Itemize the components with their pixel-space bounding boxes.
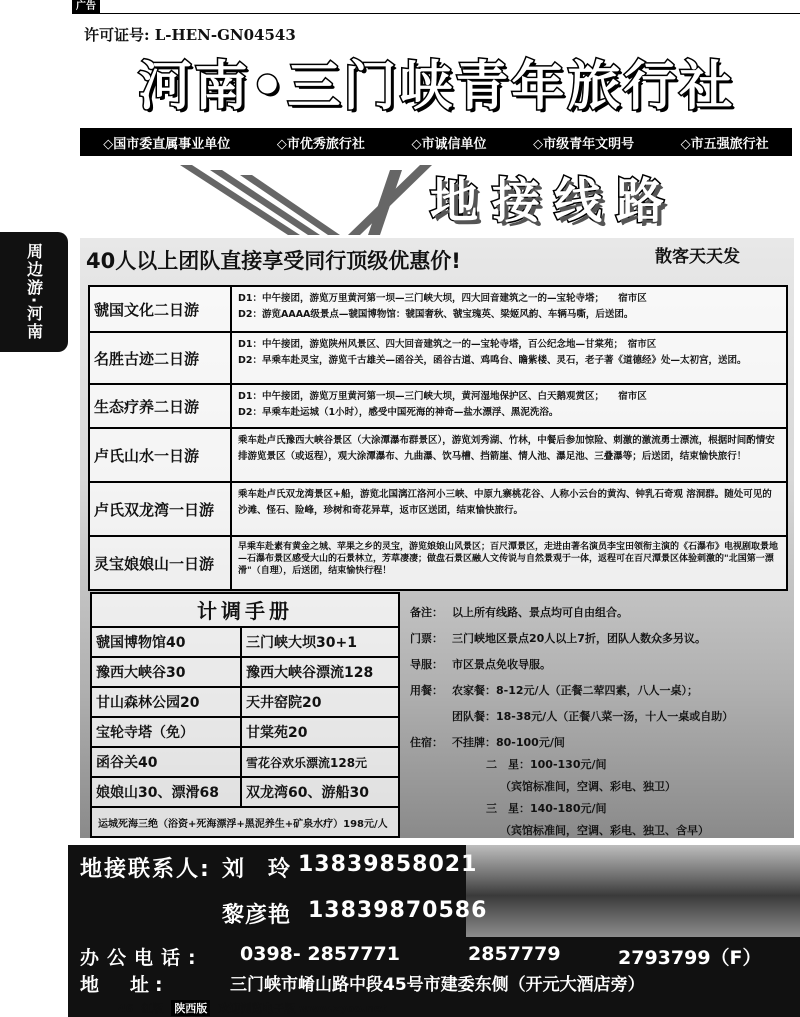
route-description [232,537,786,589]
price-item: 天井窑院20 [242,688,398,718]
route-line: D1：中午接团，游览万里黄河第一坝—三门峡大坝，四大回音建筑之一的—宝轮寺塔； 宿市区 [238,293,647,304]
page-footer [118,1000,387,1016]
route-row [90,287,786,333]
license-number: 许可证号: L-HEN-GN04543 [84,26,296,44]
address-text: 三门峡市崤山路中段45号市建委东侧（开元大酒店旁） [230,975,645,995]
price-item: 甘棠苑20 [242,718,398,748]
route-name: 卢氏双龙湾一日游 [90,483,232,535]
daily-departure: 散客天天发 [655,247,740,267]
note-row [410,628,790,650]
route-description [232,385,786,427]
note-text: 三 星：140-180元/间 [486,802,607,815]
routes-table [88,285,788,591]
address-label: 地 址: [80,974,169,996]
honor-item: ◇市五强旅行社 [680,136,769,152]
note-text: 市区景点免收导服。 [452,658,551,671]
price-item: 虢国博物馆40 [92,628,242,658]
route-row [90,429,786,483]
side-tab [0,232,68,352]
honor-item: ◇市优秀旅行社 [276,136,365,152]
decorative-stripes [180,165,440,235]
route-description [232,287,786,331]
banner-title: 地接线路 [430,173,679,229]
price-item: 豫西大峡谷漂流128 [242,658,398,688]
handbook-title: 计调手册 [92,594,398,628]
route-name: 卢氏山水一日游 [90,429,232,481]
price-item: 函谷关40 [92,748,242,778]
route-line: D2：游览AAAA级景点—虢国博物馆：虢国奢秋、虢宝瑰英、梁姬风韵、车辆马嘶，后送团。 [238,309,634,320]
price-item: 双龙湾60、游船30 [242,778,398,808]
route-row [90,537,786,589]
side-tab-label: 周边游·河南 [24,242,44,342]
route-line: 早乘车赴素有黄金之城、苹果之乡的灵宝，游览娘娘山风景区；百尺潭景区，走进由著名演员李宝田领衔主演的《石瀑布》电视剧取景地—石瀑布景区感受大山的石景林立，芳草凄凄；做盘石景区融人文传说与自然景观于一体，返程可在百尺潭景区体验刺激的"北国第一漂滑"（自理），后送团，结束愉快行程！ [238,542,779,576]
route-line: D1：中午接团，游览万里黄河第一坝—三门峡大坝，黄河湿地保护区、白天鹅观赏区； 宿市区 [238,391,647,402]
route-line: D2：早乘车赴运城（1小时），感受中国死海的神奇—盐水漂浮、黑泥洗浴。 [238,407,559,418]
ad-label: 广告 [72,0,100,14]
region-badge: 陕西版 [171,1000,210,1016]
route-name: 名胜古迹二日游 [90,333,232,383]
handbook-footer: 运城死海三绝（浴资+死海漂浮+黑泥养生+矿泉水疗）198元/人 [98,818,388,830]
office-phone[interactable]: 2857779 [468,943,561,965]
ad-bar [0,0,800,14]
price-item: 豫西大峡谷30 [92,658,242,688]
route-row [90,385,786,429]
note-label: 用餐： [410,684,443,697]
route-row [90,483,786,537]
contact-label: 地接联系人: [80,857,211,882]
route-row [90,333,786,385]
note-text: 二 星：100-130元/间 [486,758,607,771]
note-row [410,602,790,624]
page-number: 46 [118,1001,134,1015]
honor-item: ◇国市委直属事业单位 [103,136,231,152]
honors-bar [80,128,792,156]
honor-item: ◇市诚信单位 [411,136,487,152]
site-link[interactable]: 欢迎浏览电子版 www.zyoo.net [218,1002,387,1015]
contact-phone[interactable]: 13839870586 [308,898,488,923]
note-label: 导服： [410,658,443,671]
note-label: 门票： [410,632,443,645]
edition: 红版 [141,1002,164,1015]
handbook-grid [92,628,398,808]
note-label: 住宿： [410,736,443,749]
note-text: （宾馆标准间，空调、彩电、独卫、含早） [500,824,709,837]
route-name: 生态疗养二日游 [90,385,232,427]
ad-rule [72,13,800,14]
honor-item: ◇市级青年文明号 [533,136,635,152]
route-name: 灵宝娘娘山一日游 [90,537,232,589]
note-text: 不挂牌：80-100元/间 [452,736,565,749]
note-text: 团队餐：18-38元/人（正餐八菜一汤，十人一桌或自助） [452,710,734,723]
note-text: （宾馆标准间，空调、彩电、独卫） [500,780,676,793]
agency-name: 河南•三门峡青年旅行社 [138,55,736,117]
route-description [232,429,786,481]
note-row [410,654,790,676]
note-label: 备注： [410,606,443,619]
contact-person: 刘 玲 [222,857,292,882]
route-description [232,483,786,535]
price-item: 三门峡大坝30+1 [242,628,398,658]
route-name: 虢国文化二日游 [90,287,232,331]
note-text: 以上所有线路、景点均可自由组合。 [452,606,628,619]
route-line: D1：中午接团，游览陕州风景区、四大回音建筑之一的—宝轮寺塔，百公纪念地—甘棠苑； 宿市区 [238,339,657,350]
note-row [410,732,790,754]
price-item: 甘山森林公园20 [92,688,242,718]
office-label: 办公电话: [80,947,204,969]
planner-handbook [90,592,400,838]
contact-phone[interactable]: 13839858021 [298,852,478,877]
lake-photo [466,845,800,937]
route-description [232,333,786,383]
note-text: 三门峡地区景点20人以上7折，团队人数众多另议。 [452,632,706,645]
route-line: 乘车赴卢氏双龙湾景区+船，游览北国漓江洛河小三峡、中原九寨桃花谷、人称小云台的黄沟、钟乳石奇观 溶洞群。随处可见的沙滩、怪石、险峰，珍树和奇花异草，返市区送团，结束愉快旅行。 [238,489,772,516]
office-phone[interactable]: 0398- 2857771 [240,943,400,965]
note-row [410,680,790,702]
route-line: 乘车赴卢氏豫西大峡谷景区（大涂潭瀑布群景区），游览刘秀湖、竹林，中餐后参加惊险、刺激的激流勇士漂流，根据时间酌情安排游览景区（或返程），观大涂潭瀑布、九曲瀑、饮马槽、挡箭崖、情人池、瀑足池、三叠瀑等；后送团，结束愉快旅行！ [238,435,775,462]
price-item: 宝轮寺塔（免） [92,718,242,748]
route-line: D2：早乘车赴灵宝，游览千古雄关—函谷关，函谷古道、鸡鸣台、瞻紫楼、灵石，老子著《道德经》处—太初宫，送团。 [238,355,747,366]
contact-person: 黎彦艳 [222,903,292,928]
note-text: 农家餐：8-12元/人（正餐二荤四素，八人一桌）； [452,684,699,697]
price-item: 娘娘山30、漂滑68 [92,778,242,808]
price-item: 雪花谷欢乐漂流128元 [242,748,398,778]
office-fax[interactable]: 2793799（F） [618,947,762,969]
service-notes [410,602,790,842]
promo-headline: 40人以上团队直接享受同行顶级优惠价! [86,249,461,273]
